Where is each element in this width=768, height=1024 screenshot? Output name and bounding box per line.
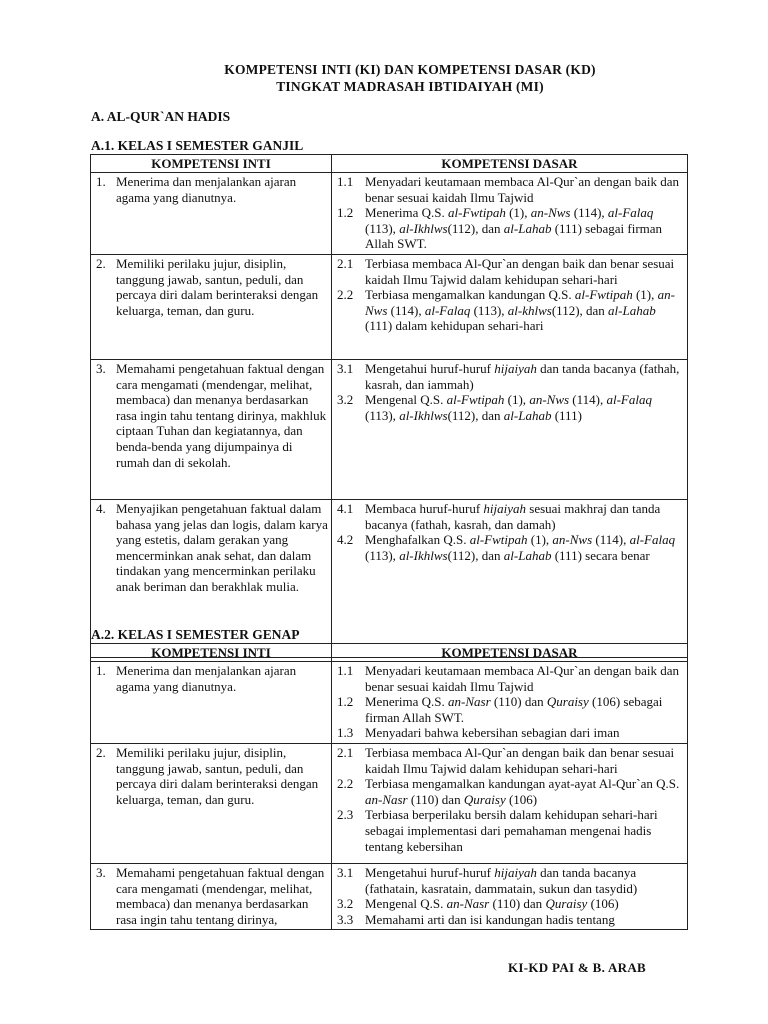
kd-item: [337, 361, 684, 392]
kd-text: Menyadari keutamaan membaca Al-Qur`an dengan baik dan benar sesuai kaidah Ilmu Tajwid: [365, 663, 680, 694]
kd-number: 2.1: [337, 744, 354, 760]
kd-number: 3.2: [337, 392, 354, 408]
page-footer: KI-KD PAI & B. ARAB: [508, 960, 646, 975]
ki-number: 2.: [96, 744, 106, 760]
ki-number: 1.: [96, 663, 106, 678]
kd-number: 2.1: [337, 255, 354, 271]
kd-cell: [332, 662, 688, 744]
kd-cell: [332, 173, 688, 255]
kd-text: Mengenal Q.S. al-Fwtipah (1), an-Nws (114), al-Falaq (113), al-Ikhlws(112), dan al-Lahab (111): [365, 392, 652, 423]
kd-item: [337, 807, 684, 854]
kd-text: Mengenal Q.S. an-Nasr (110) dan Quraisy (106): [365, 896, 619, 912]
table-row: [91, 173, 688, 255]
table-row: [91, 743, 688, 863]
table-header-row: [91, 155, 688, 173]
kd-cell: [332, 254, 688, 359]
ki-cell: [91, 863, 332, 929]
kd-text: Terbiasa mengamalkan kandungan ayat-ayat Al-Qur`an Q.S. an-Nasr (110) dan Quraisy (106): [365, 776, 680, 807]
ki-number: 2.: [96, 255, 106, 271]
kd-item: [337, 725, 684, 741]
ki-text: Memahami pengetahuan faktual dengan cara mengamati (mendengar, melihat, membaca) dan menanya berdasarkan rasa ingin tahu tentang dirinya,: [116, 864, 325, 927]
kd-number: 2.3: [337, 807, 354, 823]
ki-cell: [91, 173, 332, 255]
kd-number: 2.2: [337, 287, 354, 303]
kd-text: Mengetahui huruf-huruf hijaiyah dan tanda bacanya (fathah, kasrah, dan iammah): [365, 360, 680, 392]
kd-number: 3.3: [337, 911, 354, 927]
ki-text: Menyajikan pengetahuan faktual dalam bahasa yang jelas dan logis, dalam karya yang estetis, dalam gerakan yang mencerminkan anak sehat, dan dalam tindakan yang mencerminkan perilaku anak beriman dan berakhlak mulia.: [116, 500, 328, 594]
kd-text: Membaca huruf-huruf hijaiyah sesuai makhraj dan tanda bacanya (fathah, kasrah, dan damah): [365, 500, 661, 532]
kd-text: Memahami arti dan isi kandungan hadis tentang: [365, 911, 615, 927]
kd-item: [337, 865, 684, 896]
ki-cell: [91, 743, 332, 863]
kd-text: Terbiasa mengamalkan kandungan Q.S. al-Fwtipah (1), an-Nws (114), al-Falaq (113), al-khlws(112), dan al-Lahab (111) dalam kehidupan sehari-hari: [365, 287, 675, 334]
table2-caption: A.2. KELAS I SEMESTER GENAP: [91, 627, 300, 642]
section-heading: A. AL-QUR`AN HADIS: [91, 109, 231, 124]
kd-text: Menerima Q.S. an-Nasr (110) dan Quraisy (106) sebagai firman Allah SWT.: [365, 694, 663, 725]
kompetensi-table-semester-genap: [90, 643, 688, 930]
table1-caption: A.1. KELAS I SEMESTER GANJIL: [91, 138, 304, 153]
kd-number: 2.2: [337, 776, 354, 792]
kompetensi-table-semester-ganjil: [90, 154, 688, 658]
ki-text: Memahami pengetahuan faktual dengan cara mengamati (mendengar, melihat, membaca) dan menanya berdasarkan rasa ingin tahu tentang dirinya, makhluk ciptaan Tuhan dan kegiatannya, dan benda-benda yang dijumpainya di rumah dan di sekolah.: [116, 360, 327, 470]
table-row: [91, 359, 688, 499]
kd-item: [337, 501, 684, 532]
ki-text: Memiliki perilaku jujur, disiplin, tanggung jawab, santun, peduli, dan percaya diri dalam berinteraksi dengan keluarga, teman, dan guru.: [116, 255, 319, 318]
ki-number: 4.: [96, 500, 106, 516]
kd-item: [337, 776, 684, 807]
ki-number: 3.: [96, 864, 106, 880]
kd-item: [337, 174, 684, 205]
ki-text: Memiliki perilaku jujur, disiplin, tanggung jawab, santun, peduli, dan percaya diri dalam berinteraksi dengan keluarga, teman, dan guru.: [116, 744, 319, 807]
kd-cell: [332, 863, 688, 929]
kd-text: Mengetahui huruf-huruf hijaiyah dan tanda bacanya (fathatain, kasratain, dammatain, sukun dan tasydid): [365, 864, 638, 896]
doc-title-line1: KOMPETENSI INTI (KI) DAN KOMPETENSI DASAR (KD): [224, 62, 596, 77]
kd-cell: [332, 499, 688, 657]
col-header-kd: KOMPETENSI DASAR: [332, 155, 688, 173]
kd-number: 1.1: [337, 174, 354, 189]
kd-item: [337, 663, 684, 694]
kd-item: [337, 256, 684, 287]
kd-cell: [332, 743, 688, 863]
kd-cell: [332, 359, 688, 499]
ki-number: 3.: [96, 360, 106, 376]
ki-cell: [91, 662, 332, 744]
kd-item: [337, 392, 684, 423]
col-header-kd: KOMPETENSI DASAR: [332, 644, 688, 662]
table-row: [91, 662, 688, 744]
kd-item: [337, 205, 684, 252]
table-row: [91, 863, 688, 929]
kd-item: [337, 287, 684, 334]
ki-number: 1.: [96, 174, 106, 189]
kd-number: 4.2: [337, 532, 354, 548]
doc-title-line2: TINGKAT MADRASAH IBTIDAIYAH (MI): [276, 79, 544, 94]
col-header-ki: KOMPETENSI INTI: [91, 644, 332, 662]
kd-number: 3.1: [337, 360, 354, 376]
kd-item: [337, 912, 684, 928]
kd-number: 3.1: [337, 864, 354, 880]
kd-text: Terbiasa membaca Al-Qur`an dengan baik dan benar sesuai kaidah Ilmu Tajwid dalam kehidupan sehari-hari: [365, 255, 675, 287]
ki-cell: [91, 359, 332, 499]
ki-text: Menerima dan menjalankan ajaran agama yang dianutnya.: [116, 663, 297, 694]
col-header-ki: KOMPETENSI INTI: [91, 155, 332, 173]
kd-number: 1.2: [337, 694, 354, 710]
kd-text: Menyadari bahwa kebersihan sebagian dari iman: [365, 725, 620, 741]
kd-item: [337, 532, 684, 563]
kd-text: Menyadari keutamaan membaca Al-Qur`an dengan baik dan benar sesuai kaidah Ilmu Tajwid: [365, 174, 680, 205]
ki-text: Menerima dan menjalankan ajaran agama yang dianutnya.: [116, 174, 297, 205]
table-header-row: [91, 644, 688, 662]
kd-text: Menghafalkan Q.S. al-Fwtipah (1), an-Nws (114), al-Falaq (113), al-Ikhlws(112), dan al-Lahab (111) secara benar: [365, 532, 676, 563]
kd-number: 1.2: [337, 205, 354, 221]
kd-number: 1.1: [337, 663, 354, 678]
kd-text: Menerima Q.S. al-Fwtipah (1), an-Nws (114), al-Falaq (113), al-Ikhlws(112), dan al-Lahab (111) sebagai firman Allah SWT.: [365, 205, 663, 252]
kd-item: [337, 745, 684, 776]
kd-text: Terbiasa berperilaku bersih dalam kehidupan sehari-hari sebagai implementasi dari pemahaman mengenai hadis tentang kebersihan: [365, 807, 658, 854]
kd-item: [337, 694, 684, 725]
ki-cell: [91, 254, 332, 359]
table-row: [91, 254, 688, 359]
kd-item: [337, 896, 684, 912]
kd-number: 1.3: [337, 725, 354, 741]
kd-number: 3.2: [337, 896, 354, 912]
kd-text: Terbiasa membaca Al-Qur`an dengan baik dan benar sesuai kaidah Ilmu Tajwid dalam kehidupan sehari-hari: [365, 744, 675, 776]
kd-number: 4.1: [337, 500, 354, 516]
